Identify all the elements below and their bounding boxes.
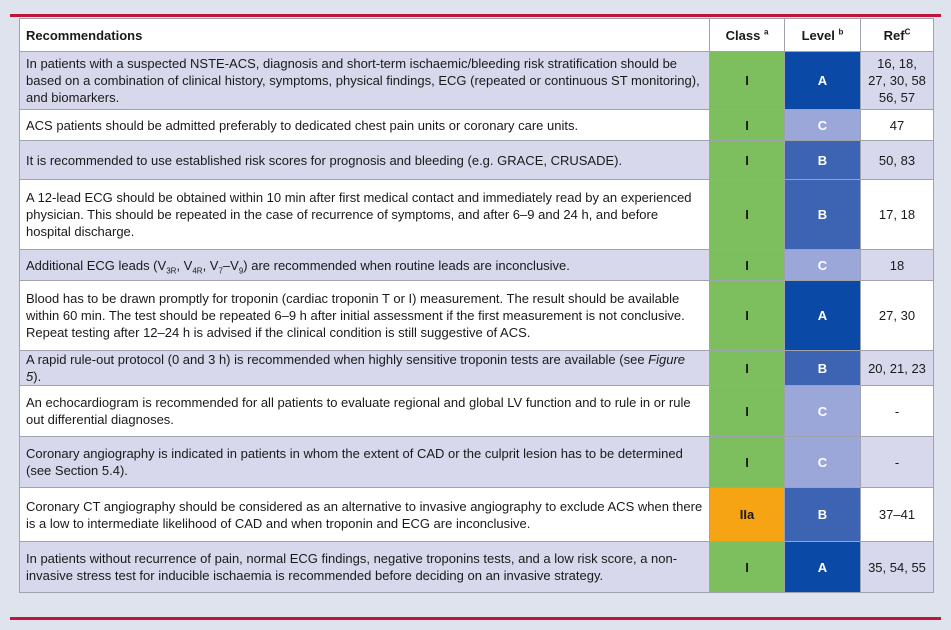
- level-cell: B: [785, 141, 861, 180]
- table-row: [20, 542, 934, 593]
- ref-cell: 35, 54, 55: [861, 542, 934, 593]
- recommendation-text: A rapid rule-out protocol (0 and 3 h) is recommended when highly sensitive troponin tests are available (see Figure 5).: [20, 351, 710, 386]
- class-cell: I: [710, 437, 785, 488]
- ref-cell: 16, 18, 27, 30, 58 56, 57: [861, 52, 934, 110]
- recommendation-text: Coronary angiography is indicated in patients in whom the extent of CAD or the culprit lesion has to be determined (see Section 5.4).: [20, 437, 710, 488]
- top-rule: [10, 14, 941, 17]
- recommendation-text: Coronary CT angiography should be considered as an alternative to invasive angiography to exclude ACS when there is a low to intermediate likelihood of CAD and when troponin and ECG are inconclusive.: [20, 488, 710, 542]
- level-cell: B: [785, 180, 861, 250]
- ref-cell: -: [861, 437, 934, 488]
- class-cell: I: [710, 250, 785, 281]
- table-row: [20, 437, 934, 488]
- level-cell: B: [785, 488, 861, 542]
- class-cell: I: [710, 110, 785, 141]
- recommendation-text: In patients without recurrence of pain, normal ECG findings, negative troponins tests, and a low risk score, a non-invasive stress test for inducible ischaemia is recommended before deciding on an invasive strategy.: [20, 542, 710, 593]
- class-cell: IIa: [710, 488, 785, 542]
- bottom-rule: [10, 617, 941, 620]
- header-ref: Ref$^C$: [861, 19, 934, 52]
- ref-cell: 20, 21, 23: [861, 351, 934, 386]
- level-cell: C: [785, 250, 861, 281]
- ref-cell: -: [861, 386, 934, 437]
- level-cell: C: [785, 110, 861, 141]
- level-cell: C: [785, 437, 861, 488]
- recommendations-table: [19, 18, 934, 593]
- level-cell: A: [785, 542, 861, 593]
- ref-cell: 50, 83: [861, 141, 934, 180]
- table-row: [20, 281, 934, 351]
- level-footnote-marker: b: [838, 27, 844, 37]
- ref-cell: 37–41: [861, 488, 934, 542]
- table-header-row: [20, 19, 934, 52]
- class-cell: I: [710, 542, 785, 593]
- level-cell: B: [785, 351, 861, 386]
- ref-cell: 17, 18: [861, 180, 934, 250]
- table-row: [20, 488, 934, 542]
- class-cell: I: [710, 386, 785, 437]
- ref-cell: 27, 30: [861, 281, 934, 351]
- table-row: [20, 52, 934, 110]
- recommendation-text: ACS patients should be admitted preferably to dedicated chest pain units or coronary care units.: [20, 110, 710, 141]
- ref-cell: 47: [861, 110, 934, 141]
- class-cell: I: [710, 281, 785, 351]
- header-level: Level $^b$: [785, 19, 861, 52]
- class-cell: I: [710, 141, 785, 180]
- table-row: [20, 180, 934, 250]
- header-class: Class $^a$: [710, 19, 785, 52]
- table-row: [20, 386, 934, 437]
- level-cell: A: [785, 281, 861, 351]
- class-cell: I: [710, 180, 785, 250]
- recommendation-text: In patients with a suspected NSTE-ACS, diagnosis and short-term ischaemic/bleeding risk stratification should be based on a combination of clinical history, symptoms, physical findings, ECG (repeated or continuous ST monitoring), and biomarkers.: [20, 52, 710, 110]
- table-row: [20, 250, 934, 281]
- recommendation-text: A 12-lead ECG should be obtained within 10 min after first medical contact and immediately read by an experienced physician. This should be repeated in the case of recurrence of symptoms, and after 6–9 and 24 h, and before hospital discharge.: [20, 180, 710, 250]
- table-row: [20, 110, 934, 141]
- header-recommendations: Recommendations: [20, 19, 710, 52]
- table-row: [20, 351, 934, 386]
- class-cell: I: [710, 52, 785, 110]
- level-cell: A: [785, 52, 861, 110]
- recommendation-text: It is recommended to use established risk scores for prognosis and bleeding (e.g. GRACE, CRUSADE).: [20, 141, 710, 180]
- class-footnote-marker: a: [763, 27, 769, 37]
- recommendation-text: Additional ECG leads ($V_{3R}$, $V_{4R}$, $V_7-V_9$) are recommended when routine leads are inconclusive.: [20, 250, 710, 281]
- ref-footnote-marker: C: [904, 27, 911, 37]
- recommendation-text: An echocardiogram is recommended for all patients to evaluate regional and global LV function and to rule in or rule out differential diagnoses.: [20, 386, 710, 437]
- level-cell: C: [785, 386, 861, 437]
- table-row: [20, 141, 934, 180]
- recommendation-text: Blood has to be drawn promptly for troponin (cardiac troponin T or I) measurement. The result should be available within 60 min. The test should be repeated 6–9 h after initial assessment if the first measurement is not conclusive. Repeat testing after 12–24 h is advised if the clinical condition is still suggestive of ACS.: [20, 281, 710, 351]
- class-cell: I: [710, 351, 785, 386]
- ref-cell: 18: [861, 250, 934, 281]
